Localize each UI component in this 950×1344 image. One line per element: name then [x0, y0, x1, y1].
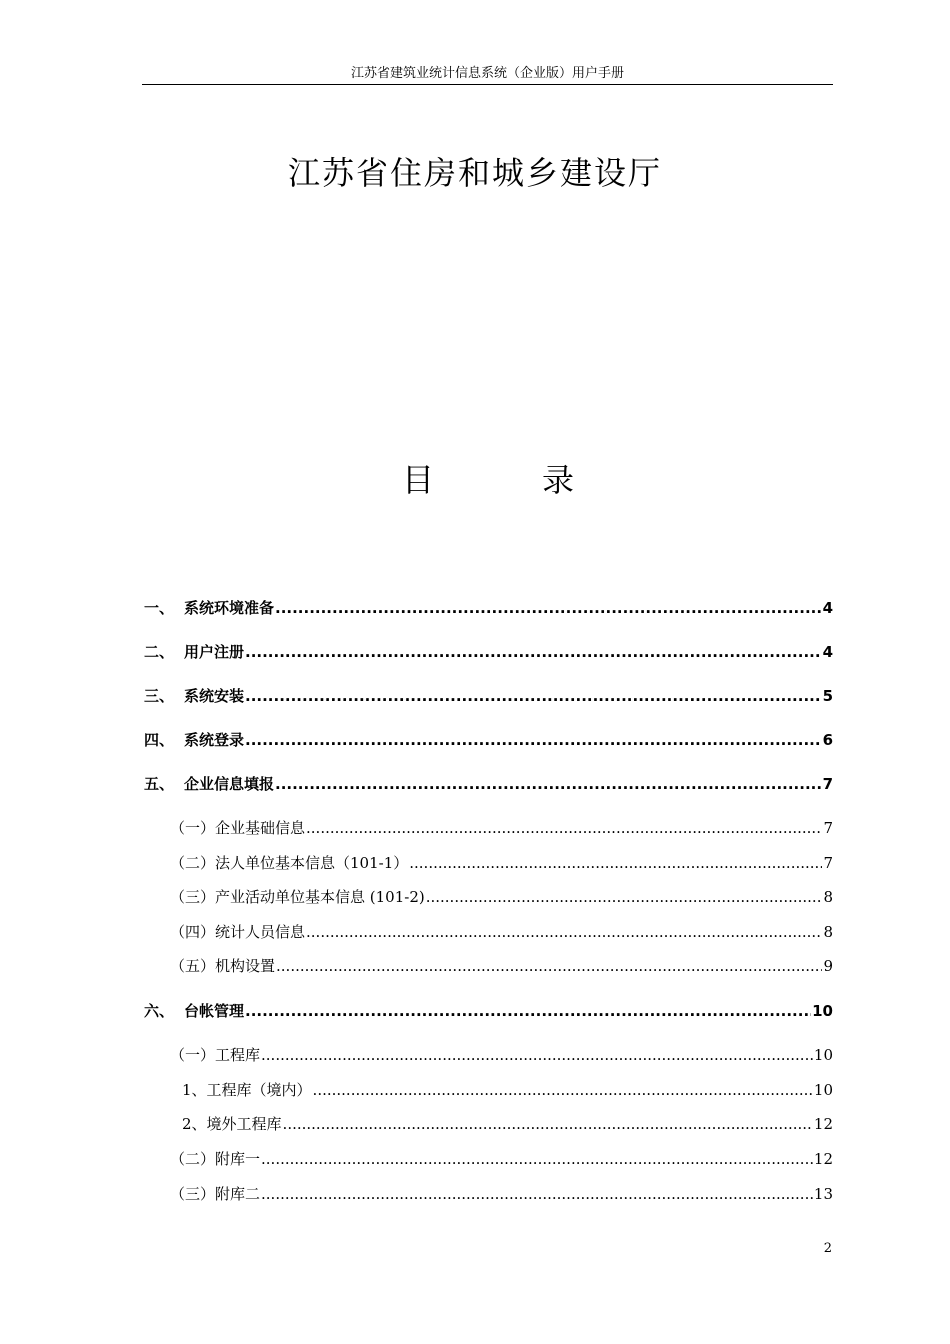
toc-entry[interactable]: [182, 1112, 833, 1136]
toc-entry[interactable]: [144, 772, 833, 796]
toc-dot-leader: [276, 954, 822, 978]
toc-entry[interactable]: [144, 640, 833, 664]
toc-entry[interactable]: [182, 1078, 833, 1102]
toc-entry-page: 6: [822, 731, 833, 749]
toc-entry-page: 8: [823, 923, 833, 941]
toc-entry-page: 12: [813, 1150, 833, 1168]
toc-entry[interactable]: [170, 885, 833, 909]
running-header: 江苏省建筑业统计信息系统（企业版）用户手册: [142, 64, 833, 85]
toc-dot-leader: [261, 1043, 813, 1067]
toc-entry-text: （三）附库二: [170, 1185, 261, 1203]
toc-entry-text: 系统登录: [184, 731, 245, 749]
toc-entry-page: 10: [812, 1002, 833, 1020]
toc-entry-page: 4: [822, 599, 833, 617]
toc-entry-text: 用户注册: [184, 643, 245, 661]
toc-title-char-1: 目: [402, 461, 435, 499]
toc-entry[interactable]: [170, 1182, 833, 1206]
toc-entry-text: （二）法人单位基本信息（101-1）: [170, 854, 409, 872]
toc-entry-text: 台帐管理: [184, 1002, 245, 1020]
toc-entry[interactable]: [170, 851, 833, 875]
toc-dot-leader: [306, 816, 822, 840]
toc-entry[interactable]: [144, 684, 833, 708]
toc-entry[interactable]: [170, 1043, 833, 1067]
toc-entry-page: 7: [822, 775, 833, 793]
toc-entry-text: 2、境外工程库: [182, 1115, 282, 1133]
toc-entry-text: 系统安装: [184, 687, 245, 705]
toc-dot-leader: [261, 1182, 813, 1206]
toc-entry-text: （二）附库一: [170, 1150, 261, 1168]
toc-dot-leader: [245, 640, 822, 664]
toc-entry-text: （一）企业基础信息: [170, 819, 306, 837]
toc-entry-number: 四、: [144, 731, 175, 749]
toc-entry[interactable]: [170, 1147, 833, 1171]
toc-entry-text: （四）统计人员信息: [170, 923, 306, 941]
toc-entry-page: 13: [813, 1185, 833, 1203]
toc-dot-leader: [275, 772, 822, 796]
toc-entry-page: 7: [823, 854, 833, 872]
toc-entry[interactable]: [170, 954, 833, 978]
toc-entry-text: （三）产业活动单位基本信息 (101-2): [170, 888, 425, 906]
toc-entry[interactable]: [144, 728, 833, 752]
toc-entry-text: （一）工程库: [170, 1046, 261, 1064]
toc-entry-number: 六、: [144, 1002, 175, 1020]
toc-entry-number: 三、: [144, 687, 175, 705]
toc-dot-leader: [261, 1147, 813, 1171]
toc-entry-number: 一、: [144, 599, 175, 617]
toc-entry-number: 二、: [144, 643, 175, 661]
toc-dot-leader: [245, 684, 822, 708]
toc-entry-text: 1、工程库（境内）: [182, 1081, 312, 1099]
toc-dot-leader: [245, 999, 811, 1023]
toc-entry[interactable]: [144, 596, 833, 620]
toc-dot-leader: [306, 920, 822, 944]
toc-entry-text: 企业信息填报: [184, 775, 275, 793]
toc-entry-page: 12: [813, 1115, 833, 1133]
toc-entry-page: 4: [822, 643, 833, 661]
organization-title: 江苏省住房和城乡建设厅: [287, 154, 662, 192]
toc-entry[interactable]: [170, 816, 833, 840]
toc-title-char-2: 录: [542, 461, 575, 499]
toc-entry[interactable]: [170, 920, 833, 944]
toc-entry-page: 8: [823, 888, 833, 906]
toc-entry-page: 7: [823, 819, 833, 837]
toc-entry-text: 系统环境准备: [184, 599, 275, 617]
toc-entry-page: 10: [813, 1081, 833, 1099]
toc-entry-page: 10: [813, 1046, 833, 1064]
toc-entry-page: 9: [823, 957, 833, 975]
toc-dot-leader: [409, 851, 822, 875]
toc-entry-number: 五、: [144, 775, 175, 793]
toc-entry[interactable]: [144, 999, 833, 1023]
toc-entry-text: （五）机构设置: [170, 957, 276, 975]
toc-title: [402, 455, 582, 499]
toc-entry-page: 5: [822, 687, 833, 705]
toc-dot-leader: [245, 728, 822, 752]
page-number: 2: [823, 1241, 832, 1256]
toc-dot-leader: [275, 596, 822, 620]
toc-dot-leader: [313, 1078, 813, 1102]
toc-dot-leader: [426, 885, 823, 909]
toc-dot-leader: [283, 1112, 813, 1136]
